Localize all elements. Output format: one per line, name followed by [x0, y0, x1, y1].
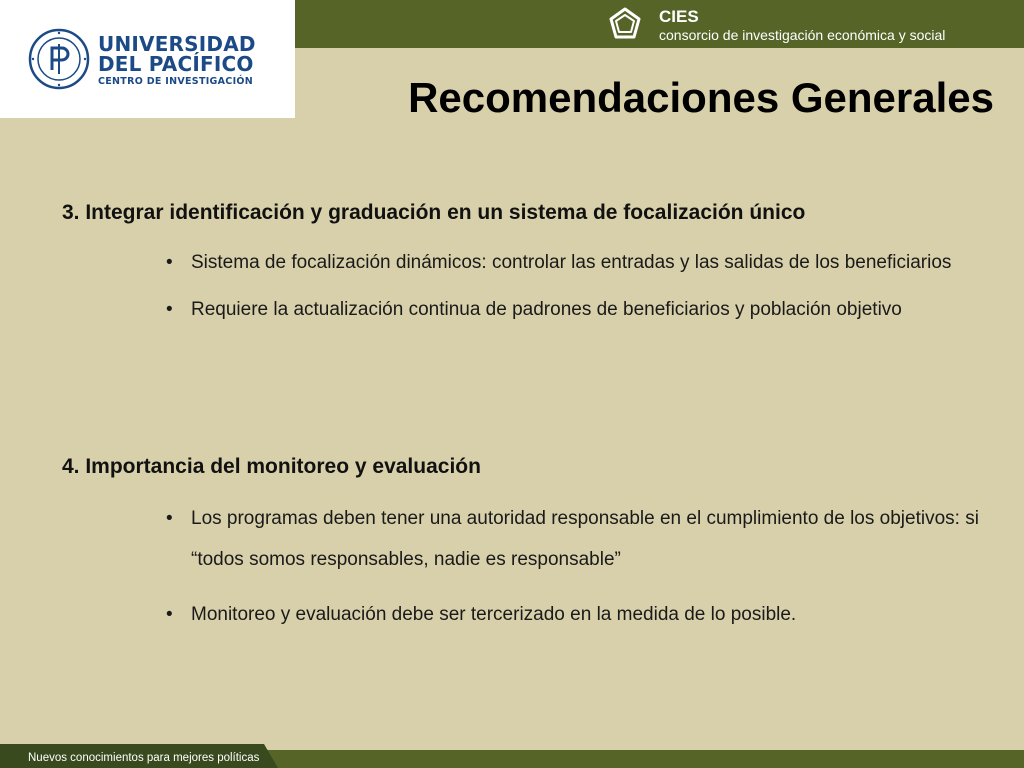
bullet-icon: • — [166, 508, 173, 529]
bullet-text: Monitoreo y evaluación debe ser tercerizado en la medida de lo posible. — [191, 604, 797, 625]
section-heading: 3. Integrar identificación y graduación en un sistema de focalización único — [62, 201, 806, 224]
bullet-item — [162, 498, 992, 580]
logo-line-3: CENTRO DE INVESTIGACIÓN — [98, 76, 254, 87]
bullet-icon: • — [166, 299, 173, 320]
university-seal-icon — [28, 28, 90, 90]
cies-logo-icon — [607, 6, 643, 42]
bullet-text: Los programas deben tener una autoridad responsable en el cumplimiento de los objetivos: si “todos somos responsables, nadie es responsable” — [191, 508, 979, 570]
slide-title: Recomendaciones Generales — [408, 74, 994, 121]
bullet-item — [162, 594, 992, 635]
bullet-item — [162, 289, 992, 330]
bullet-list — [62, 242, 992, 330]
bullet-item — [162, 242, 992, 283]
bullet-list — [62, 498, 992, 635]
logo-line-2: DEL PACÍFICO — [98, 52, 254, 76]
bullet-icon: • — [166, 604, 173, 625]
bullet-icon: • — [166, 252, 173, 273]
logo-wordmark — [98, 34, 256, 88]
section-3 — [62, 199, 992, 330]
cies-name: CIES — [659, 7, 699, 26]
bullet-text: Requiere la actualización continua de padrones de beneficiarios y población objetivo — [191, 299, 902, 320]
section-4 — [62, 453, 992, 635]
logo-line-1: UNIVERSIDAD — [98, 32, 256, 56]
university-logo — [0, 0, 295, 118]
cies-subtitle: consorcio de investigación económica y social — [659, 27, 946, 43]
bullet-text: Sistema de focalización dinámicos: controlar las entradas y las salidas de los beneficiarios — [191, 252, 952, 273]
footer-tagline: Nuevos conocimientos para mejores políticas — [28, 752, 260, 764]
section-heading: 4. Importancia del monitoreo y evaluación — [62, 455, 481, 478]
